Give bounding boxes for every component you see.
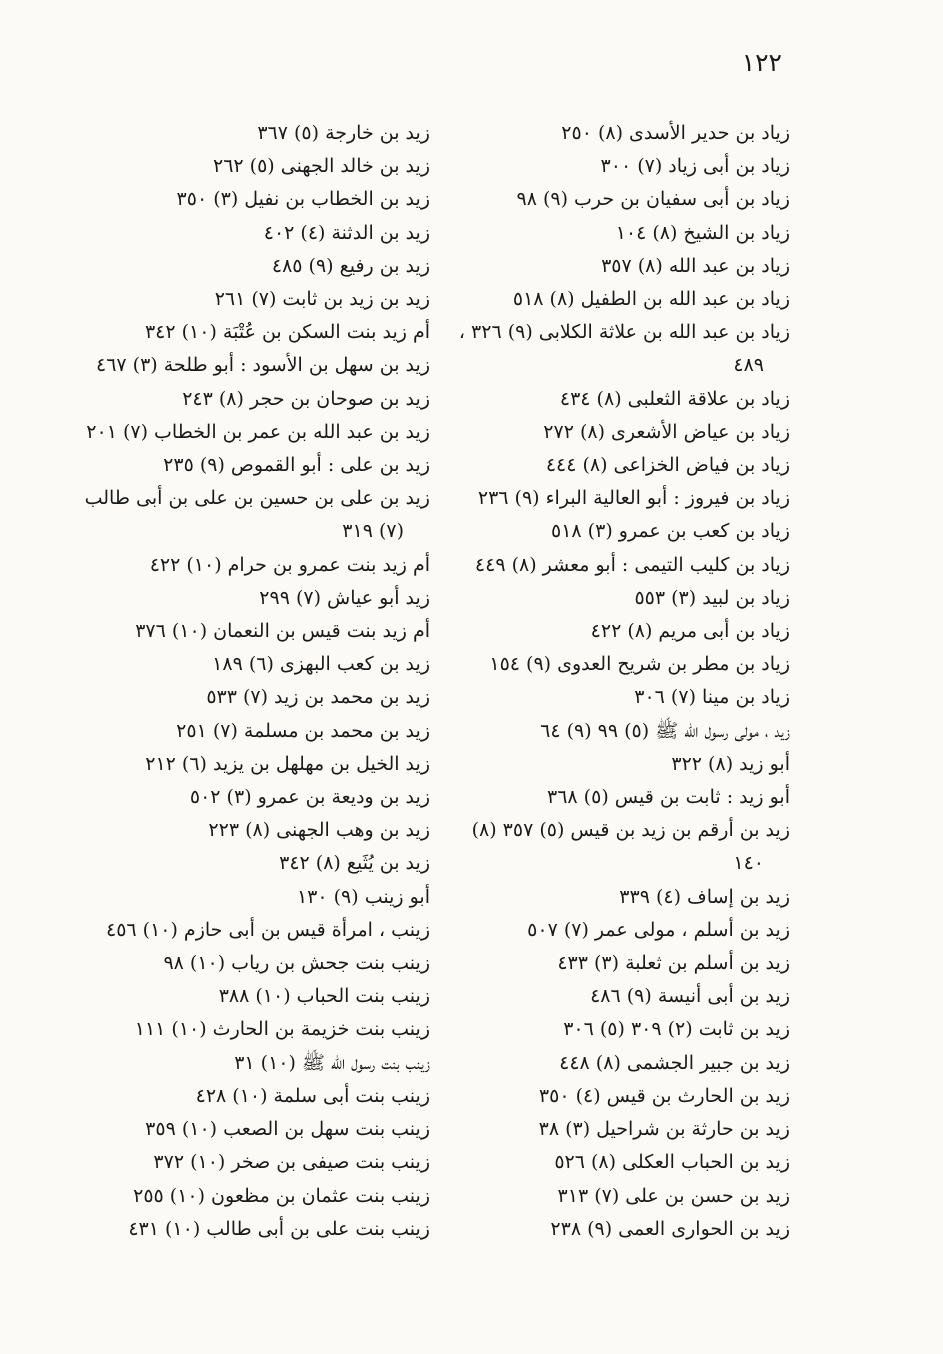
index-entry: زيد بن كعب البهزى (٦) ١٨٩ xyxy=(212,653,430,676)
index-entry: زياد بن فيروز : أبو العالية البراء (٩) ٢٣٦ xyxy=(477,487,790,510)
index-entry: زيد بن وهب الجهنى (٨) ٢٢٣ xyxy=(208,819,430,842)
index-entry-continuation: (٧) ٣١٩ xyxy=(342,520,404,543)
index-entry: زيد بن حسن بن على (٧) ٣١٣ xyxy=(557,1184,790,1207)
index-entry: زياد بن علاقة الثعلبى (٨) ٤٣٤ xyxy=(559,387,790,410)
index-entry: زياد بن مينا (٧) ٣٠٦ xyxy=(634,686,790,709)
index-entry: زيد بن أسلم بن ثعلبة (٣) ٤٣٣ xyxy=(557,952,790,975)
index-entry: أم زيد بنت السكن بن عُتْبَة (١٠) ٣٤٢ xyxy=(144,321,430,344)
index-entry: زينب بنت سهل بن الصعب (١٠) ٣٥٩ xyxy=(145,1118,430,1141)
index-entry: زيد بن جبير الجشمى (٨) ٤٤٨ xyxy=(559,1051,790,1074)
index-entry: زينب بنت خزيمة بن الحارث (١٠) ١١١ xyxy=(134,1018,430,1041)
index-entry: زياد بن عياض الأشعرى (٨) ٢٧٢ xyxy=(543,420,790,443)
index-entry: زيد بن ثابت (٢) ٣٠٩ (٥) ٣٠٦ xyxy=(563,1018,790,1041)
index-entry: زيد بن الحوارى العمى (٩) ٢٣٨ xyxy=(550,1217,790,1240)
index-entry: زياد بن فياض الخزاعى (٨) ٤٤٤ xyxy=(545,454,790,477)
index-entry: زينب بنت رسول الله ﷺ (١٠) ٣١ xyxy=(234,1051,430,1074)
index-entry: أم زيد بنت عمرو بن حرام (١٠) ٤٢٢ xyxy=(149,553,430,576)
index-entry: أم زيد بنت قيس بن النعمان (١٠) ٣٧٦ xyxy=(135,620,430,643)
index-entry: زيد الخيل بن مهلهل بن يزيد (٦) ٢١٢ xyxy=(145,752,430,775)
index-entry: زياد بن كليب التيمى : أبو معشر (٨) ٤٤٩ xyxy=(474,553,790,576)
index-entry: زيد بن على : أبو القموص (٩) ٢٣٥ xyxy=(163,454,430,477)
index-entry: زيد بن أرقم بن زيد بن قيس (٥) ٣٥٧ (٨) xyxy=(471,819,790,842)
index-entry: زيد بن زيد بن ثابت (٧) ٢٦١ xyxy=(214,288,430,311)
index-entry: زياد بن كعب بن عمرو (٣) ٥١٨ xyxy=(551,520,790,543)
index-entry: زيد أبو عياش (٧) ٢٩٩ xyxy=(259,586,430,609)
index-entry: زياد بن أبى سفيان بن حرب (٩) ٩٨ xyxy=(516,188,790,211)
index-entry: زياد بن عبد الله (٨) ٣٥٧ xyxy=(601,254,790,277)
index-entry: زيد بن الحارث بن قيس (٤) ٣٥٠ xyxy=(538,1084,790,1107)
page-number: ١٢٢ xyxy=(741,48,782,77)
index-entry: زياد بن أبى مريم (٨) ٤٢٢ xyxy=(590,620,790,643)
index-entry: زيد بن خالد الجهنى (٥) ٢٦٢ xyxy=(212,155,430,178)
index-entry: زيد بن على بن حسين بن على بن أبى طالب xyxy=(84,487,430,510)
index-entry: زيد بن الدثنة (٤) ٤٠٢ xyxy=(263,221,430,244)
index-entry: زيد بن أبى أنيسة (٩) ٤٨٦ xyxy=(590,985,790,1008)
index-entry: زيد بن الحباب العكلى (٨) ٥٢٦ xyxy=(554,1151,790,1174)
index-entry: أبو زيد (٨) ٣٢٢ xyxy=(671,752,790,775)
index-entry: زينب بنت أبى سلمة (١٠) ٤٢٨ xyxy=(195,1084,430,1107)
index-entry: زياد بن أبى زياد (٧) ٣٠٠ xyxy=(600,155,790,178)
index-entry: زينب بنت جحش بن رياب (١٠) ٩٨ xyxy=(163,952,430,975)
index-entry: زيد بن خارجة (٥) ٣٦٧ xyxy=(257,122,430,144)
index-entry: زيد بن وديعة بن عمرو (٣) ٥٠٢ xyxy=(189,786,430,809)
index-entry: زيد ، مولى رسول الله ﷺ (٥) ٩٩ (٩) ٦٤ xyxy=(540,719,790,742)
index-entry: زيد بن إساف (٤) ٣٣٩ xyxy=(619,885,790,908)
index-column-right xyxy=(455,117,790,1246)
index-entry: زيد بن رفيع (٩) ٤٨٥ xyxy=(271,254,430,277)
index-entry: زينب بنت صيفى بن صخر (١٠) ٣٧٢ xyxy=(153,1151,430,1174)
index-entry-continuation: ١٤٠ xyxy=(733,852,764,875)
index-entry: زيد بن محمد بن زيد (٧) ٥٣٣ xyxy=(206,686,430,709)
index-entry: زياد بن عبد الله بن الطفيل (٨) ٥١٨ xyxy=(512,288,790,311)
index-entry: أبو زيد : ثابت بن قيس (٥) ٣٦٨ xyxy=(547,786,790,809)
index-entry: زينب بنت عثمان بن مظعون (١٠) ٢٥٥ xyxy=(133,1184,430,1207)
index-entry: زياد بن مطر بن شريح العدوى (٩) ١٥٤ xyxy=(489,653,790,676)
index-entry: زياد بن لبيد (٣) ٥٥٣ xyxy=(634,586,790,609)
index-entry: أبو زينب (٩) ١٣٠ xyxy=(296,885,430,908)
index-entry: زياد بن عبد الله بن علاثة الكلابى (٩) ٣٢٦ ، xyxy=(458,321,790,344)
index-entry: زيد بن عبد الله بن عمر بن الخطاب (٧) ٢٠١ xyxy=(86,420,430,443)
index-column-left xyxy=(84,117,430,1246)
index-entry: زيد بن صوحان بن حجر (٨) ٢٤٣ xyxy=(182,387,430,410)
index-entry: زيد بن حارثة بن شراحيل (٣) ٣٨ xyxy=(538,1118,790,1141)
index-entry: زيد بن الخطاب بن نفيل (٣) ٣٥٠ xyxy=(176,188,430,211)
index-entry: زيد بن أسلم ، مولى عمر (٧) ٥٠٧ xyxy=(527,918,790,941)
index-entry: زينب بنت الحباب (١٠) ٣٨٨ xyxy=(218,985,430,1008)
index-entry: زياد بن حدير الأسدى (٨) ٢٥٠ xyxy=(561,122,790,144)
index-entry: زينب بنت على بن أبى طالب (١٠) ٤٣١ xyxy=(128,1217,430,1240)
index-entry-continuation: ٤٨٩ xyxy=(733,354,764,377)
index-entry: زيد بن سهل بن الأسود : أبو طلحة (٣) ٤٦٧ xyxy=(96,354,430,377)
index-entry: زيد بن محمد بن مسلمة (٧) ٢٥١ xyxy=(176,719,430,742)
index-entry: زياد بن الشيخ (٨) ١٠٤ xyxy=(615,221,790,244)
index-entry: زينب ، امرأة قيس بن أبى حازم (١٠) ٤٥٦ xyxy=(105,918,430,941)
index-entry: زيد بن يُثَيع (٨) ٣٤٢ xyxy=(279,852,430,875)
